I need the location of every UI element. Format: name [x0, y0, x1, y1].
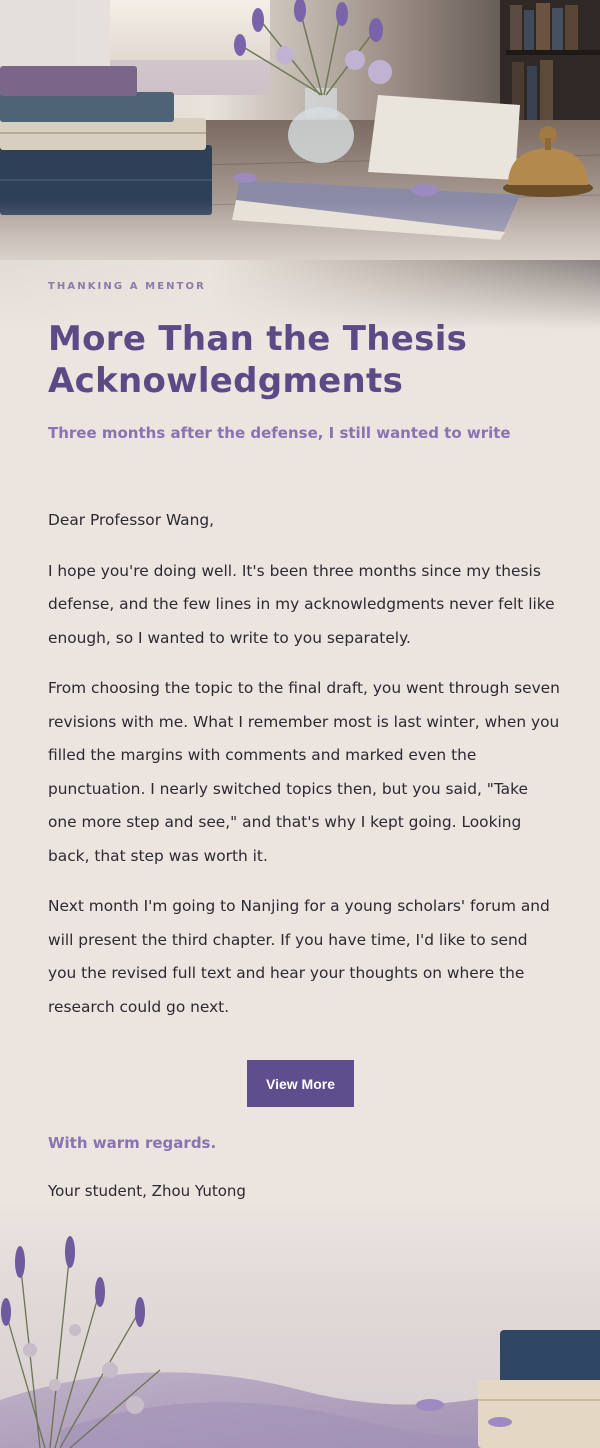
letter-body — [48, 504, 560, 1041]
view-more-button[interactable]: View More — [247, 1060, 354, 1107]
closing-line: With warm regards. — [48, 1134, 217, 1152]
paragraph-3: Next month I'm going to Nanjing for a young scholars' forum and will present the third chapter. If you have time, I'd like to send you the revised full text and hear your thoughts on where the research could go next. — [48, 897, 550, 1016]
footer-illustration — [0, 1200, 600, 1448]
email-title: More Than the Thesis Acknowledgments — [48, 319, 468, 401]
eyebrow-label: THANKING A MENTOR — [48, 281, 206, 292]
paragraph-2: From choosing the topic to the final draft, you went through seven revisions with me. What I remember most is last winter, when you filled the margins with comments and marked even the punctuation. I nearly switched topics then, but you said, "Take one more step and see," and that's why I kept going. Looking back, that step was worth it. — [48, 679, 560, 865]
email-subtitle: Three months after the defense, I still wanted to write — [48, 424, 511, 442]
signature: Your student, Zhou Yutong — [48, 1182, 246, 1200]
greeting: Dear Professor Wang, — [48, 511, 215, 529]
paragraph-1: I hope you're doing well. It's been three months since my thesis defense, and the few lines in my acknowledgments never felt like enough, so I wanted to write to you separately. — [48, 561, 555, 647]
lavender-books-image — [0, 1200, 600, 1448]
